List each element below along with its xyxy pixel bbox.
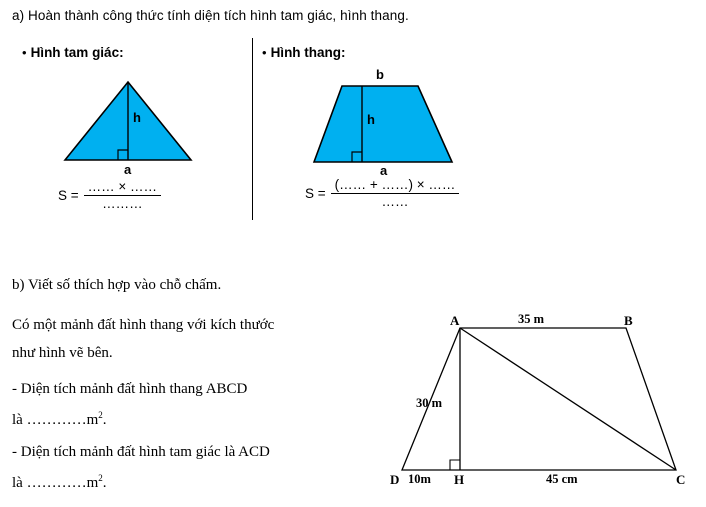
triangle-formula — [58, 180, 161, 211]
trapezoid-label-text: Hình thang: — [270, 45, 346, 60]
part-a-heading: a) Hoàn thành công thức tính diện tích hình tam giác, hình thang. — [12, 8, 409, 23]
measure-ab: 35 m — [518, 312, 545, 326]
part-b-line-1: Có một mảnh đất hình thang với kích thước — [12, 317, 275, 333]
trapezoid-formula-lhs: S = — [305, 186, 326, 202]
triangle-height-label: h — [133, 110, 141, 125]
triangle-figure — [60, 72, 205, 192]
triangle-formula-lhs: S = — [58, 188, 79, 204]
trapezoid-height-label: h — [367, 112, 375, 127]
trapezoid-formula-denominator: …… — [381, 194, 409, 210]
vertex-label-B: B — [624, 313, 633, 328]
triangle-base-label: a — [124, 162, 132, 177]
measure-hc: 45 cm — [546, 472, 578, 486]
trapezoid-formula-numerator: (…… + ……) × …… — [334, 177, 456, 192]
part-b-line-6-text: là …………m — [12, 475, 99, 491]
vertex-label-D: D — [390, 472, 400, 487]
vertex-label-H: H — [454, 472, 465, 487]
triangle-section-label — [22, 44, 124, 62]
vertex-label-A: A — [450, 313, 460, 328]
area-unit-superscript: 2 — [98, 473, 103, 483]
trapezoid-section-label — [262, 44, 346, 62]
measure-ah: 30 m — [416, 396, 443, 410]
part-b-line-6: là $\dots\dots\dots\dots m^2$. — [12, 473, 107, 491]
trapezoid-figure — [300, 62, 470, 192]
part-b-line-2: như hình vẽ bên. — [12, 345, 113, 361]
abcd-diagram — [388, 312, 688, 497]
trapezoid-base-label: a — [380, 163, 388, 178]
part-b-line-3: - Diện tích mảnh đất hình thang ABCD — [12, 381, 248, 397]
part-b-line-4: là $\dots\dots\dots\dots m^2$. — [12, 410, 107, 428]
trapezoid-formula-fraction — [331, 178, 460, 209]
triangle-svg — [60, 72, 205, 187]
triangle-formula-fraction — [84, 180, 161, 211]
bullet-icon: • — [262, 45, 267, 60]
part-b-line-4-text: là …………m — [12, 412, 99, 428]
part-b-heading: b) Viết số thích hợp vào chỗ chấm. — [12, 277, 222, 293]
trapezoid-top-label: b — [376, 67, 384, 82]
vertical-divider — [252, 38, 253, 220]
bullet-icon: • — [22, 45, 27, 60]
measure-dh: 10m — [408, 472, 431, 486]
triangle-label-text: Hình tam giác: — [30, 45, 124, 60]
area-unit-superscript: 2 — [98, 410, 103, 420]
trapezoid-formula — [305, 178, 459, 209]
part-b-line-5: - Diện tích mảnh đất hình tam giác là ACD — [12, 444, 270, 460]
triangle-formula-numerator: …… × …… — [87, 179, 158, 194]
triangle-formula-denominator: ……… — [102, 196, 143, 212]
vertex-label-C: C — [676, 472, 686, 487]
